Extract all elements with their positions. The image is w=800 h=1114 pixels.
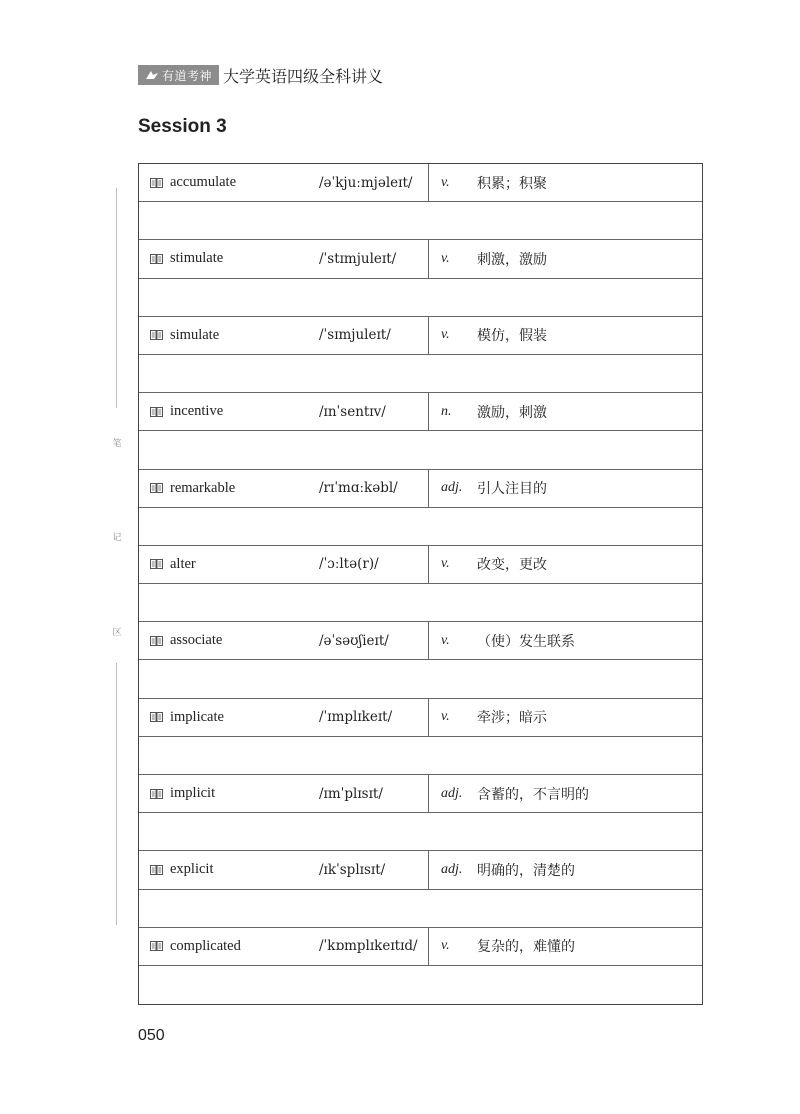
vocab-row — [139, 851, 702, 889]
vocab-phonetic: /əˈsəʊʃieɪt/ — [319, 632, 389, 649]
rail-char: 记 — [112, 533, 122, 543]
book-icon — [150, 712, 163, 722]
vocab-pos: v. — [441, 327, 450, 343]
brand-logo-icon — [145, 69, 159, 81]
notes-area-rail — [112, 188, 122, 928]
vocab-phonetic: /ɪkˈsplɪsɪt/ — [319, 861, 386, 878]
rail-char: 笔 — [112, 439, 122, 449]
book-icon — [150, 254, 163, 264]
brand-name: 有道考神 — [162, 68, 213, 83]
book-title: 大学英语四级全科讲义 — [223, 66, 384, 86]
vocab-word-cell — [139, 709, 305, 726]
vocab-pos: adj. — [441, 480, 463, 496]
rail-line-bottom — [116, 663, 117, 925]
note-row — [139, 737, 702, 775]
rail-line-top — [116, 188, 117, 408]
vocab-pos: adj. — [441, 785, 463, 801]
vocab-word-cell — [139, 480, 305, 497]
vocab-pos: n. — [441, 403, 452, 419]
vocab-phonetic: /ɪnˈsentɪv/ — [319, 403, 386, 420]
note-row — [139, 890, 702, 928]
vocab-word: stimulate — [170, 250, 224, 267]
vocab-row — [139, 546, 702, 584]
book-icon — [150, 483, 163, 493]
vocab-meaning: 积累；积聚 — [477, 175, 547, 192]
vocab-phonetic: /rɪˈmɑːkəbl/ — [319, 480, 398, 497]
vocab-meaning: 激励，刺激 — [477, 404, 547, 421]
vocab-meaning: 模仿，假装 — [477, 328, 547, 345]
vocab-phonetic: /ˈkɒmplɪkeɪtɪd/ — [319, 938, 418, 955]
note-row — [139, 508, 702, 546]
note-row — [139, 355, 702, 393]
vocab-pos: v. — [441, 556, 450, 572]
vocab-word-cell — [139, 174, 305, 191]
vocab-meaning: 复杂的，难懂的 — [477, 939, 575, 956]
vocab-pos: adj. — [441, 861, 463, 877]
vocab-word-cell — [139, 785, 305, 802]
vocab-row — [139, 622, 702, 660]
vocab-phonetic: /əˈkjuːmjəleɪt/ — [319, 174, 413, 191]
page-header — [138, 64, 383, 86]
vocab-word: explicit — [170, 861, 214, 878]
book-icon — [150, 407, 163, 417]
vocab-word-cell — [139, 403, 305, 420]
vocab-word-cell — [139, 861, 305, 878]
book-icon — [150, 941, 163, 951]
vocab-word: implicate — [170, 708, 224, 725]
vocab-row — [139, 240, 702, 278]
vocab-phonetic: /ˈɪmplɪkeɪt/ — [319, 709, 393, 726]
vocab-row — [139, 317, 702, 355]
vocab-pos: v. — [441, 709, 450, 725]
vocab-phonetic: /ˈstɪmjuleɪt/ — [319, 250, 397, 267]
vocab-word: complicated — [170, 937, 241, 954]
vocab-word: implicit — [170, 785, 216, 802]
page-number: 050 — [138, 1027, 165, 1044]
vocab-meaning: （使）发生联系 — [477, 633, 575, 650]
vocab-pos: v. — [441, 938, 450, 954]
note-row — [139, 202, 702, 240]
vocab-pos: v. — [441, 632, 450, 648]
note-row — [139, 660, 702, 698]
vocab-word: alter — [170, 555, 196, 572]
vocab-row — [139, 699, 702, 737]
vocab-row — [139, 775, 702, 813]
vocab-pos: v. — [441, 250, 450, 266]
note-row — [139, 584, 702, 622]
vocab-phonetic: /ɪmˈplɪsɪt/ — [319, 785, 383, 802]
vocab-pos: v. — [441, 174, 450, 190]
vocab-phonetic: /ˈsɪmjuleɪt/ — [319, 327, 391, 344]
vocab-word: incentive — [170, 403, 224, 420]
note-row — [139, 431, 702, 469]
vocab-word-cell — [139, 632, 305, 649]
vocab-row — [139, 164, 702, 202]
vocab-row — [139, 393, 702, 431]
vocab-word-cell — [139, 556, 305, 573]
vocab-word-cell — [139, 250, 305, 267]
book-icon — [150, 865, 163, 875]
vocab-word: simulate — [170, 326, 220, 343]
session-title: Session 3 — [138, 116, 227, 137]
vocab-word: accumulate — [170, 174, 237, 191]
vocab-phonetic: /ˈɔːltə(r)/ — [319, 556, 379, 573]
vocab-row — [139, 470, 702, 508]
note-row — [139, 966, 702, 1004]
vocab-meaning: 牵涉；暗示 — [477, 710, 547, 727]
vocab-meaning: 引人注目的 — [477, 481, 547, 498]
vocab-word: remarkable — [170, 479, 236, 496]
note-row — [139, 813, 702, 851]
vocab-meaning: 刺激，激励 — [477, 251, 547, 268]
vocab-word: associate — [170, 632, 223, 649]
vocab-meaning: 明确的，清楚的 — [477, 862, 575, 879]
book-icon — [150, 636, 163, 646]
vocab-word-cell — [139, 327, 305, 344]
book-icon — [150, 178, 163, 188]
note-row — [139, 279, 702, 317]
vocab-word-cell — [139, 938, 305, 955]
vocab-meaning: 改变，更改 — [477, 557, 547, 574]
vocab-meaning: 含蓄的，不言明的 — [477, 786, 589, 803]
book-icon — [150, 789, 163, 799]
vocab-table — [138, 163, 703, 1005]
book-icon — [150, 330, 163, 340]
book-icon — [150, 559, 163, 569]
rail-char: 区 — [112, 628, 122, 638]
vocab-row — [139, 928, 702, 966]
brand-badge — [138, 65, 219, 85]
